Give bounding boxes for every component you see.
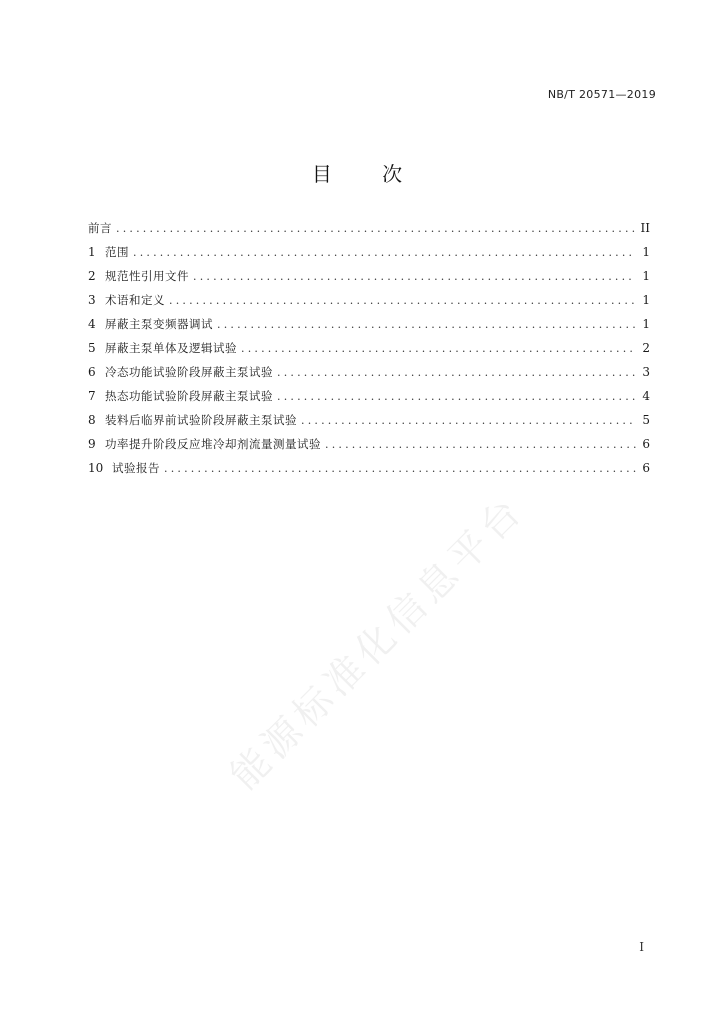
toc-entry-label: 功率提升阶段反应堆冷却剂流量测量试验 xyxy=(105,437,321,451)
dot-leader xyxy=(116,217,635,241)
toc-entry-label: 试验报告 xyxy=(112,461,160,475)
toc-entry-page: 2 xyxy=(642,341,650,355)
toc-entry-terms-definitions[interactable] xyxy=(88,288,650,312)
dot-leader xyxy=(277,385,636,409)
toc-entry-page: 1 xyxy=(642,269,650,283)
toc-entry-label: 冷态功能试验阶段屏蔽主泵试验 xyxy=(105,365,273,379)
dot-leader xyxy=(169,289,636,313)
toc-entry-number: 6 xyxy=(88,365,96,379)
toc-entry-number: 8 xyxy=(88,413,96,427)
toc-entry-test-report[interactable] xyxy=(88,456,650,480)
document-number: NB/T 20571—2019 xyxy=(547,88,656,101)
toc-title: 目 次 xyxy=(311,162,425,186)
toc-entry-page: 5 xyxy=(642,413,650,427)
toc-entry-scope[interactable] xyxy=(88,240,650,264)
toc-entry-number: 3 xyxy=(88,293,96,307)
toc-entry-page: 1 xyxy=(642,245,650,259)
toc-entry-post-loading-test[interactable] xyxy=(88,408,650,432)
toc-entry-page: 6 xyxy=(642,437,650,451)
toc-entry-number: 5 xyxy=(88,341,96,355)
toc-entry-label: 装料后临界前试验阶段屏蔽主泵试验 xyxy=(105,413,297,427)
toc-entry-unit-logic-test[interactable] xyxy=(88,336,650,360)
page-number: I xyxy=(639,940,644,954)
toc-entry-label: 规范性引用文件 xyxy=(105,269,189,283)
toc-entry-number: 10 xyxy=(88,461,104,475)
toc-entry-label: 术语和定义 xyxy=(105,293,165,307)
toc-entry-number: 1 xyxy=(88,245,96,259)
toc-entry-page: 6 xyxy=(642,461,650,475)
toc-entry-vfd-commissioning[interactable] xyxy=(88,312,650,336)
toc-entry-number: 2 xyxy=(88,269,96,283)
dot-leader xyxy=(193,265,636,289)
toc-entry-cold-functional-test[interactable] xyxy=(88,360,650,384)
dot-leader xyxy=(133,241,636,265)
dot-leader xyxy=(164,457,636,481)
toc-entry-number: 7 xyxy=(88,389,96,403)
toc-entry-flow-measurement-test[interactable] xyxy=(88,432,650,456)
dot-leader xyxy=(277,361,636,385)
toc-entry-hot-functional-test[interactable] xyxy=(88,384,650,408)
toc-entry-normative-references[interactable] xyxy=(88,264,650,288)
toc-entry-label: 屏蔽主泵单体及逻辑试验 xyxy=(105,341,237,355)
toc-entry-label: 屏蔽主泵变频器调试 xyxy=(105,317,213,331)
toc-entry-page: 4 xyxy=(642,389,650,403)
toc-entry-foreword[interactable] xyxy=(88,216,650,240)
toc-entry-label: 前言 xyxy=(88,221,112,235)
toc-entry-page: 3 xyxy=(642,365,650,379)
table-of-contents xyxy=(88,216,650,480)
watermark: 能源标准化信息平台 xyxy=(221,486,534,799)
dot-leader xyxy=(301,409,636,433)
toc-entry-page: 1 xyxy=(642,293,650,307)
toc-entry-page: 1 xyxy=(642,317,650,331)
dot-leader xyxy=(241,337,636,361)
toc-entry-number: 9 xyxy=(88,437,96,451)
toc-entry-number: 4 xyxy=(88,317,96,331)
toc-entry-label: 范围 xyxy=(105,245,129,259)
toc-entry-page: II xyxy=(640,221,650,235)
toc-entry-label: 热态功能试验阶段屏蔽主泵试验 xyxy=(105,389,273,403)
dot-leader xyxy=(217,313,636,337)
dot-leader xyxy=(325,433,636,457)
